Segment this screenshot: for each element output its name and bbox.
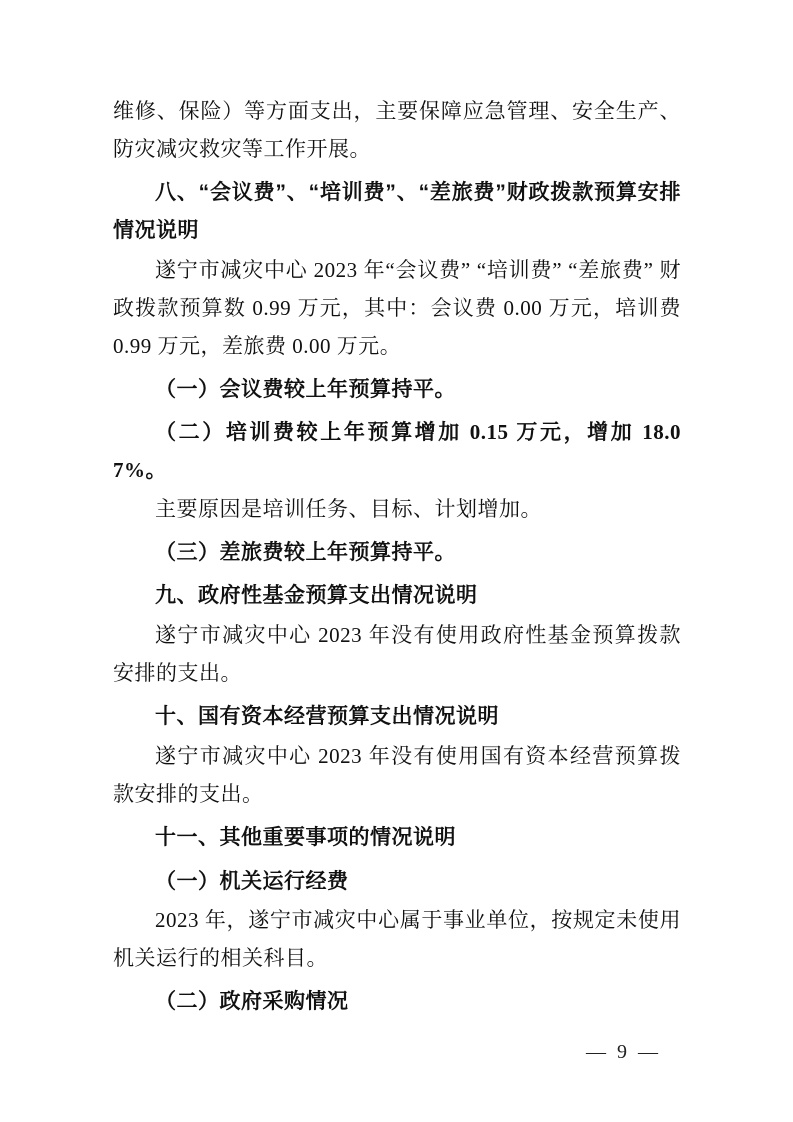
sub-heading-three: （三）差旅费较上年预算持平。 [155, 540, 456, 564]
sub-heading-operating-funds: （一）机关运行经费 [155, 869, 349, 893]
section-heading-eight: 八、“会议费”、“培训费”、“差旅费”财政拨款预算安排情况说明 [113, 181, 681, 242]
paragraph-gov-fund: 遂宁市减灾中心 2023 年没有使用政府性基金预算拨款安排的支出。 [113, 623, 681, 685]
page-footer [586, 1040, 661, 1064]
sub-heading-one: （一）会议费较上年预算持平。 [155, 377, 456, 401]
paragraph-operating-funds: 2023 年，遂宁市减灾中心属于事业单位，按规定未使用机关运行的相关科目。 [113, 908, 681, 970]
section-heading-nine: 九、政府性基金预算支出情况说明 [155, 584, 478, 607]
page-number: — 9 — [586, 1041, 661, 1063]
document-content [113, 92, 681, 1021]
sub-heading-two: （二）培训费较上年预算增加 0.15 万元，增加 18.07%。 [113, 420, 681, 482]
section-heading-ten: 十、国有资本经营预算支出情况说明 [155, 705, 499, 728]
paragraph-budget-figures: 遂宁市减灾中心 2023 年“会议费” “培训费” “差旅费” 财政拨款预算数 0.99 万元，其中：会议费 0.00 万元，培训费 0.99 万元，差旅费 0.00 万元。 [113, 258, 681, 358]
section-heading-eleven: 十一、其他重要事项的情况说明 [155, 826, 456, 849]
paragraph-reason: 主要原因是培训任务、目标、计划增加。 [155, 497, 542, 521]
paragraph-state-capital: 遂宁市减灾中心 2023 年没有使用国有资本经营预算拨款安排的支出。 [113, 744, 681, 806]
paragraph-continuation: 维修、保险）等方面支出，主要保障应急管理、安全生产、防灾减灾救灾等工作开展。 [113, 99, 681, 161]
sub-heading-procurement: （二）政府采购情况 [155, 989, 349, 1013]
